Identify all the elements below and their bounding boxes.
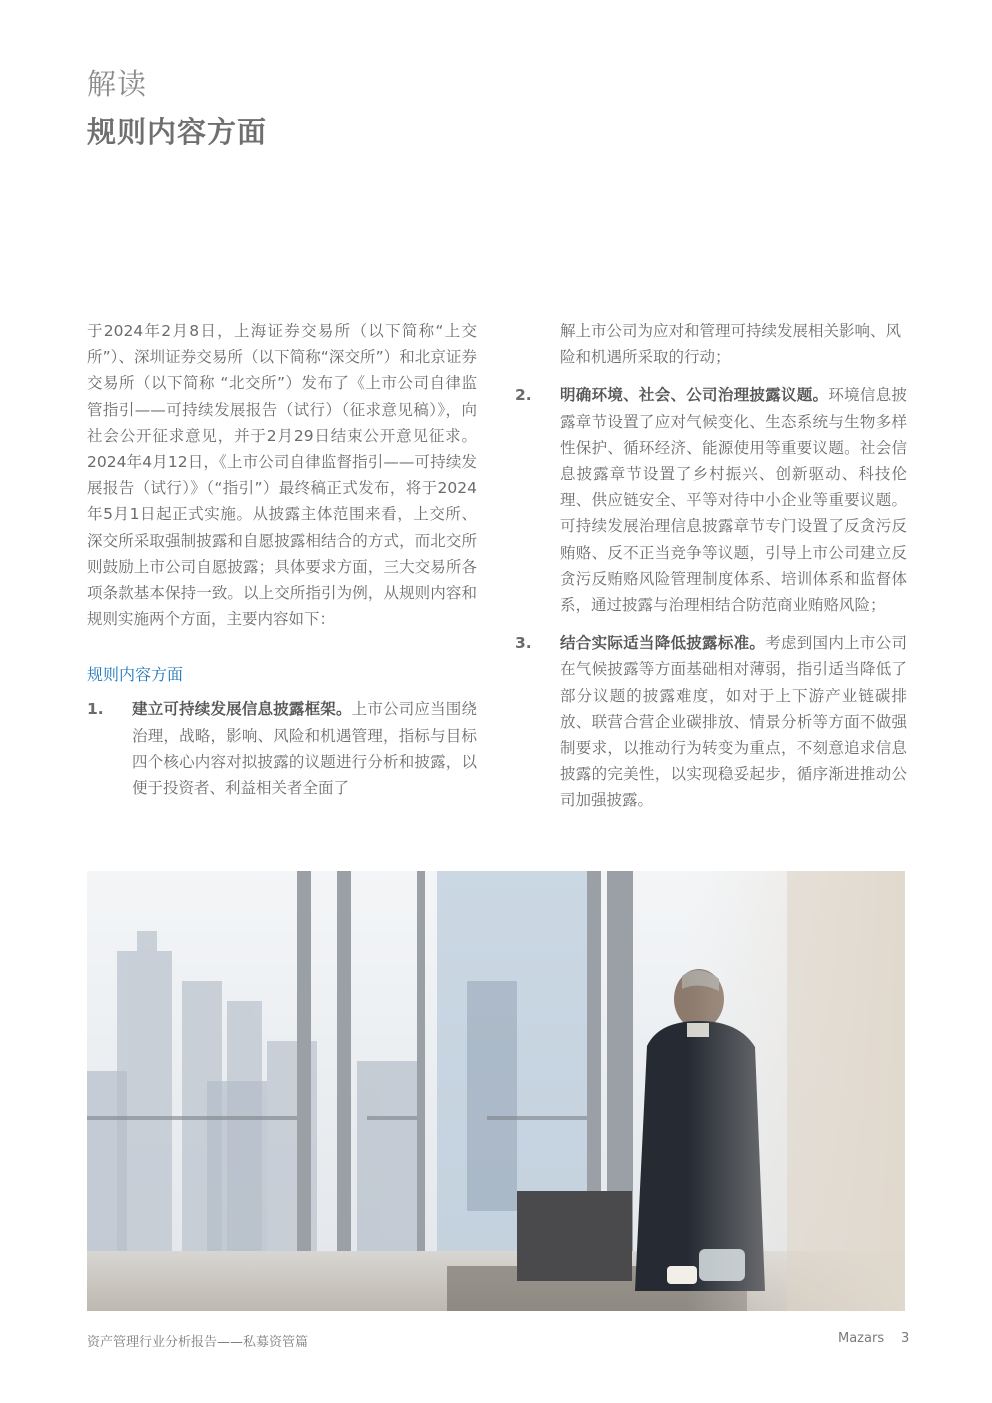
list-item-number: 1. <box>87 700 104 719</box>
list-item-lead: 结合实际适当降低披露标准。 <box>560 634 766 653</box>
list-item-lead: 明确环境、社会、公司治理披露议题。 <box>560 386 829 405</box>
list-item-body <box>132 696 477 801</box>
list-item-lead: 建立可持续发展信息披露框架。 <box>132 700 352 719</box>
list-item-text: 考虑到国内上市公司在气候披露等方面基础相对薄弱，指引适当降低了部分议题的披露难度，如对于上下游产业链碳排放、联营合营企业碳排放、情景分析等方面不做强制要求，以推动行为转变为重点，不刻意追求信息披露的完美性，以实现稳妥起步，循序渐进推动公司加强披露。 <box>560 634 907 810</box>
list-item-1-continued: 解上市公司为应对和管理可持续发展相关影响、风险和机遇所采取的行动； <box>560 322 902 367</box>
footer-report-title: 资产管理行业分析报告——私募资管篇 <box>87 1335 309 1350</box>
section-subheading: 规则内容方面 <box>87 665 184 685</box>
footer-brand: Mazars <box>838 1331 885 1346</box>
right-column <box>515 318 907 826</box>
list-item-body <box>560 630 907 813</box>
page-title: 规则内容方面 <box>87 115 268 149</box>
list-item-body <box>560 382 907 618</box>
list-item-text: 上市公司应当围绕治理，战略，影响、风险和机遇管理，指标与目标四个核心内容对拟披露的议题进行分析和披露，以便于投资者、利益相关者全面了 <box>132 700 477 798</box>
intro-paragraph: 于2024年2月8日，上海证券交易所（以下简称“上交所”）、深圳证券交易所（以下简称“深交所”）和北京证券交易所（以下简称 “北交所”）发布了《上市公司自律监管指引——可持续发展报告（试行）（征求意见稿）》，向社会公开征求意见，并于2月29日结束公开意见征求。2024年4月12日，《上市公司自律监督指引——可持续发展报告（试行）》（“指引”）最终稿正式发布，将于2024年5月1日起正式实施。从披露主体范围来看，上交所、深交所采取强制披露和自愿披露相结合的方式，而北交所则鼓励上市公司自愿披露；具体要求方面，三大交易所各项条款基本保持一致。以上交所指引为例，从规则内容和规则实施两个方面，主要内容如下： <box>87 322 477 629</box>
page-number: 3 <box>901 1331 910 1346</box>
list-item-text: 环境信息披露章节设置了应对气候变化、生态系统与生物多样性保护、循环经济、能源使用等重要议题。社会信息披露章节设置了乡村振兴、创新驱动、科技伦理、供应链安全、平等对待中小企业等重要议题。可持续发展治理信息披露章节专门设置了反贪污反贿赂、反不正当竞争等议题，引导上市公司建立反贪污反贿赂风险管理制度体系、培训体系和监督体系，通过披露与治理相结合防范商业贿赂风险； <box>560 386 907 615</box>
list-item-3 <box>515 630 907 813</box>
list-item-1 <box>87 696 477 801</box>
list-item-2 <box>515 382 907 618</box>
left-column <box>87 318 477 801</box>
office-window-photo <box>87 871 905 1311</box>
list-item-number: 2. <box>515 386 532 405</box>
photo-illustration <box>87 871 905 1311</box>
list-item-number: 3. <box>515 634 532 653</box>
page-kicker: 解读 <box>87 67 148 101</box>
